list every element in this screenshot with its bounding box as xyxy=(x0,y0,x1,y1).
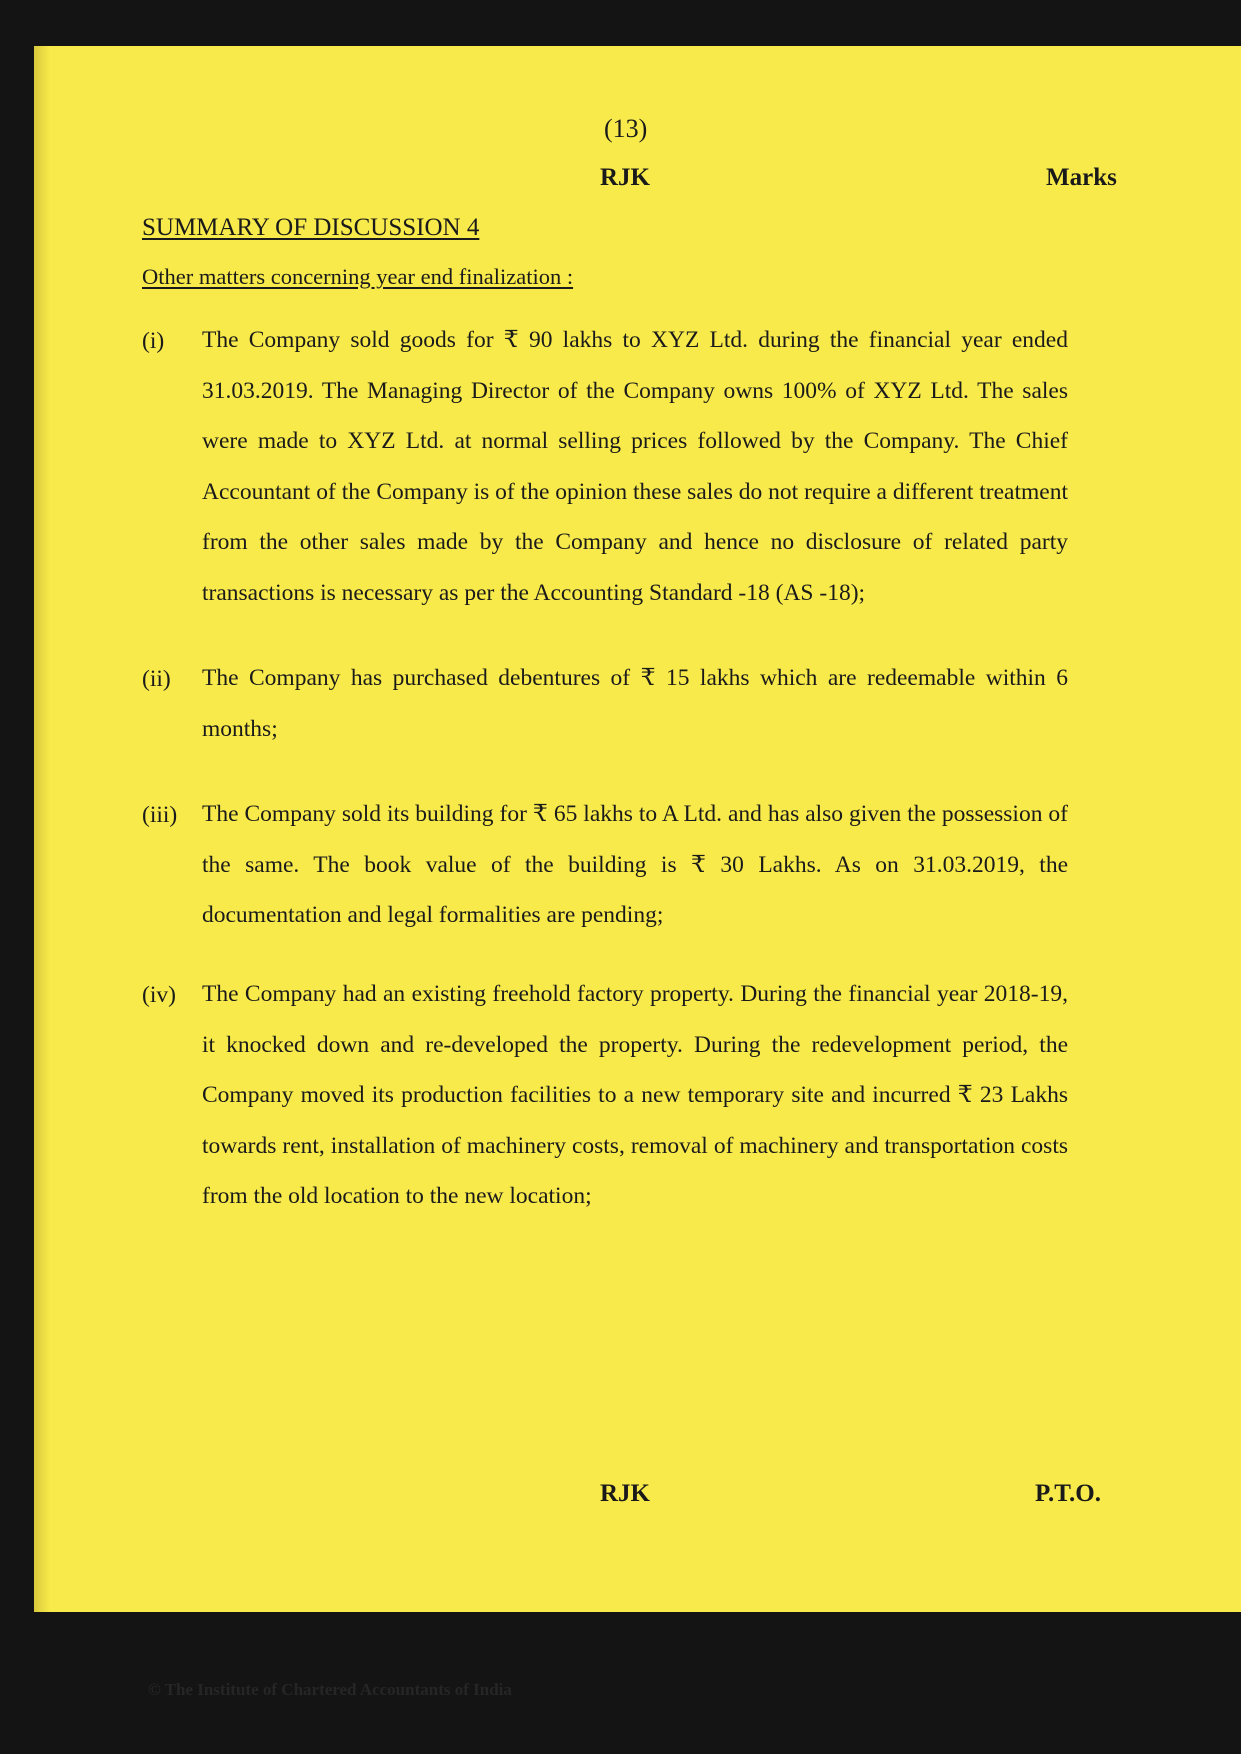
list-item-marker: (ii) xyxy=(142,666,171,692)
footer-code: RJK xyxy=(600,1480,650,1507)
list-item-text: The Company had an existing freehold factory property. During the financial year 2018-19, it knocked down and re-developed the property. During the redevelopment period, the Company moved its production facilities to a new temporary site and incurred ₹ 23 Lakhs towards rent, installation of machinery costs, removal of machinery and transportation costs from the old location to the new location; xyxy=(202,981,1068,1209)
list-item-text: The Company sold its building for ₹ 65 lakhs to A Ltd. and has also given the possession of the same. The book value of the building is ₹ 30 Lakhs. As on 31.03.2019, the documentation and legal formalities are pending; xyxy=(202,801,1068,928)
footer-pto: P.T.O. xyxy=(1035,1480,1101,1507)
page-edge-shadow xyxy=(34,46,50,1612)
section-subtitle: Other matters concerning year end finalization : xyxy=(142,264,574,289)
list-item-marker: (iii) xyxy=(142,802,178,828)
header-marks-label: Marks xyxy=(1046,164,1117,191)
exam-page xyxy=(34,46,1241,1612)
list-item-text: The Company sold goods for ₹ 90 lakhs to XYZ Ltd. during the financial year ended 31.03.2019. The Managing Director of the Company owns 100% of XYZ Ltd. The sales were made to XYZ Ltd. at normal selling prices followed by the Company. The Chief Accountant of the Company is of the opinion these sales do not require a different treatment from the other sales made by the Company and hence no disclosure of related party transactions is necessary as per the Accounting Standard -18 (AS -18); xyxy=(202,327,1068,606)
copyright-notice: © The Institute of Chartered Accountants of India xyxy=(148,1680,512,1699)
page-number: (13) xyxy=(604,114,648,143)
section-title: SUMMARY OF DISCUSSION 4 xyxy=(142,214,480,241)
list-item-marker: (i) xyxy=(142,328,165,354)
header-code: RJK xyxy=(600,164,650,191)
list-item-marker: (iv) xyxy=(142,982,176,1008)
list-item-text: The Company has purchased debentures of ₹ 15 lakhs which are redeemable within 6 months; xyxy=(202,665,1068,742)
